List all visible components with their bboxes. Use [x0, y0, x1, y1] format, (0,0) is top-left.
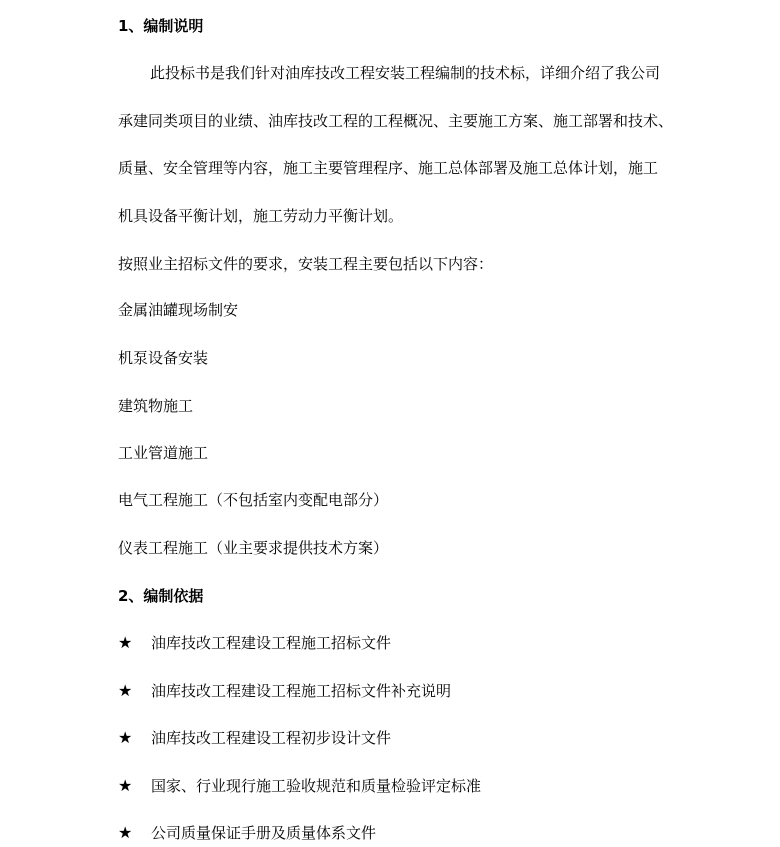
star-bullet-icon: ★: [118, 776, 133, 795]
scope-item: 仪表工程施工（业主要求提供技术方案）: [118, 539, 389, 557]
basis-list-item: [118, 823, 376, 843]
star-bullet-icon: ★: [118, 681, 133, 700]
star-bullet-icon: ★: [118, 823, 133, 842]
scope-item: 电气工程施工（不包括室内变配电部分）: [118, 491, 389, 509]
section-2-heading: 2、编制依据: [118, 587, 204, 605]
basis-list-item: [118, 633, 391, 653]
basis-list-item: [118, 776, 481, 796]
scope-item: 机泵设备安装: [118, 349, 209, 367]
basis-list-item: [118, 681, 451, 701]
basis-item-text: 油库技改工程建设工程施工招标文件: [151, 634, 392, 652]
section-1-paragraph-line-2: 承建同类项目的业绩、油库技改工程的工程概况、主要施工方案、施工部署和技术、: [118, 112, 674, 130]
section-1-paragraph-line-3: 质量、安全管理等内容，施工主要管理程序、施工总体部署及施工总体计划，施工: [118, 159, 659, 177]
basis-item-text: 油库技改工程建设工程施工招标文件补充说明: [151, 682, 452, 700]
section-1-heading: 1、编制说明: [118, 17, 204, 35]
basis-list-item: [118, 728, 391, 748]
section-1-paragraph-line-4: 机具设备平衡计划，施工劳动力平衡计划。: [118, 207, 404, 225]
basis-item-text: 国家、行业现行施工验收规范和质量检验评定标准: [151, 777, 482, 795]
basis-item-text: 公司质量保证手册及质量体系文件: [151, 824, 377, 842]
scope-item: 建筑物施工: [118, 397, 194, 415]
star-bullet-icon: ★: [118, 633, 133, 652]
section-1-intro: 按照业主招标文件的要求，安装工程主要包括以下内容：: [118, 255, 494, 273]
star-bullet-icon: ★: [118, 728, 133, 747]
scope-item: 工业管道施工: [118, 444, 209, 462]
scope-item: 金属油罐现场制安: [118, 301, 239, 319]
basis-item-text: 油库技改工程建设工程初步设计文件: [151, 729, 392, 747]
section-1-paragraph-line-1: 此投标书是我们针对油库技改工程安装工程编制的技术标，详细介绍了我公司: [150, 64, 661, 82]
